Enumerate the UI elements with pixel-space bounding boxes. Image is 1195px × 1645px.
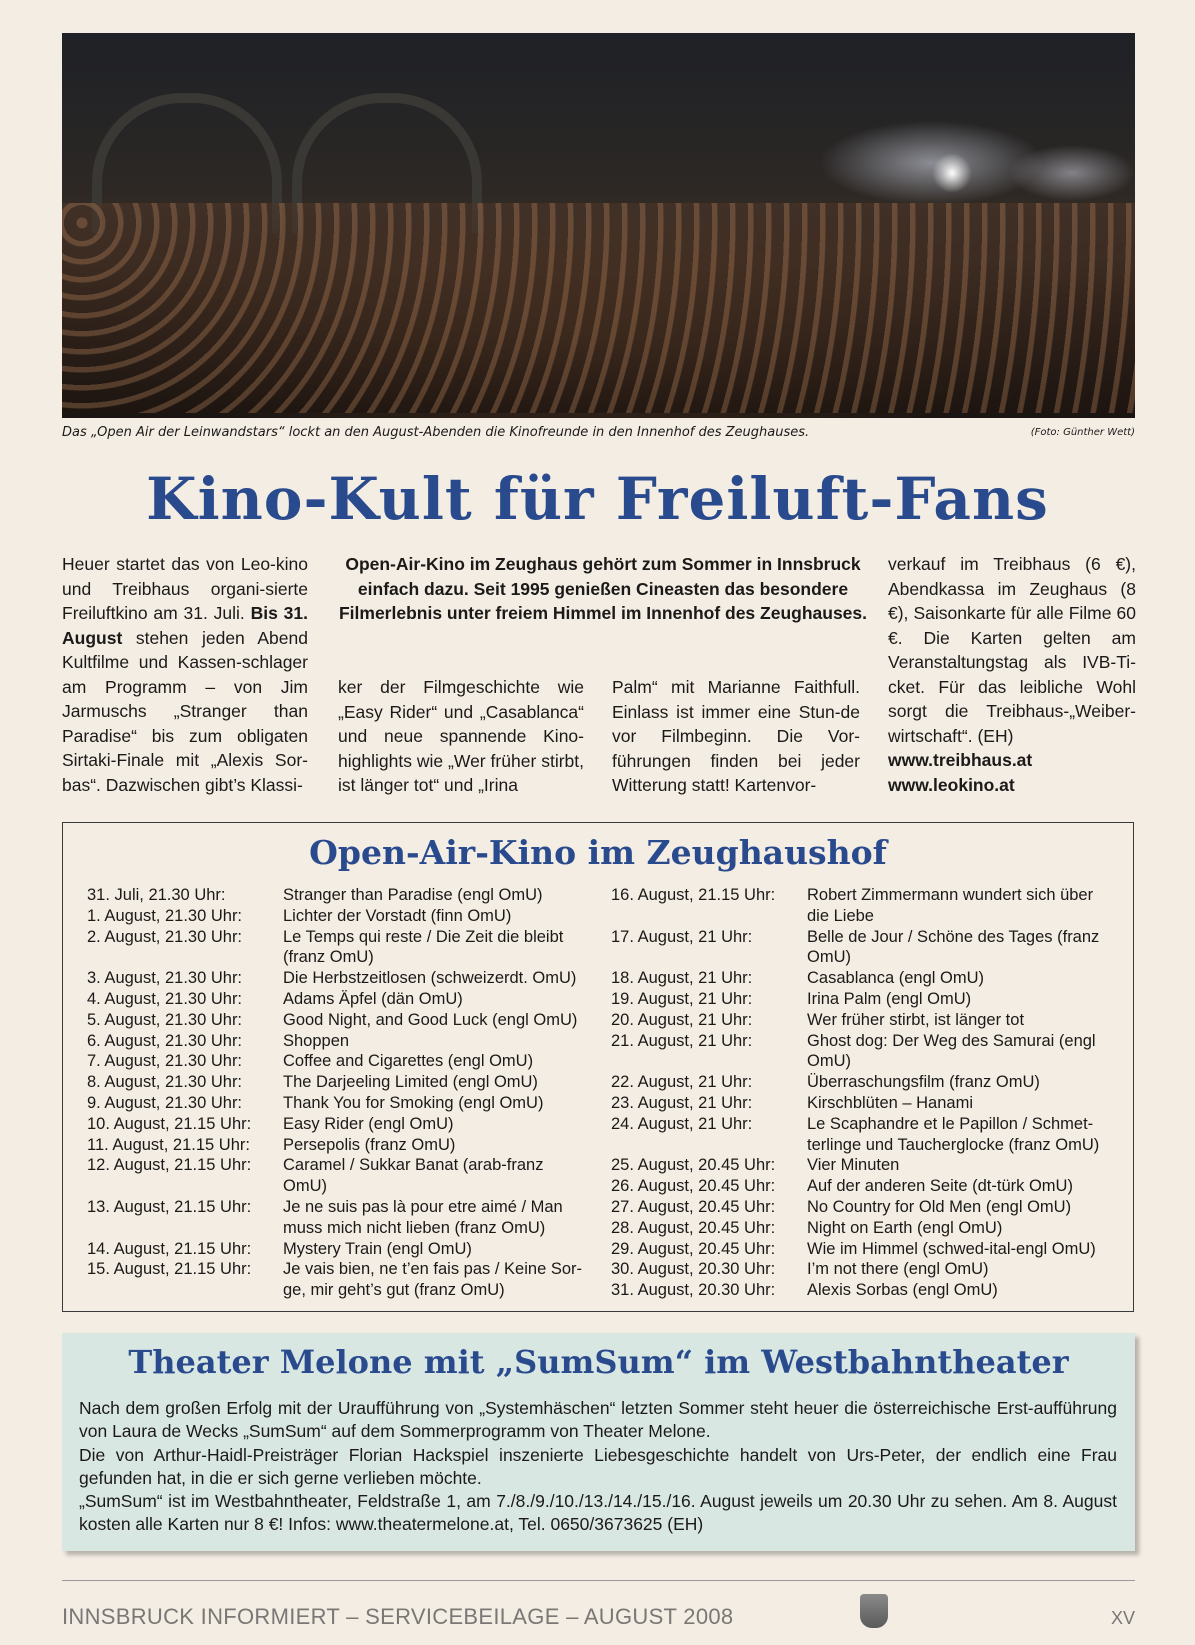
film-title: Persepolis (franz OmU) — [283, 1135, 456, 1154]
schedule-row — [611, 1114, 1111, 1156]
article-column-4 — [888, 552, 1136, 797]
film-title: Le Temps qui reste / Die Zeit die bleibt (franz OmU) — [283, 927, 564, 967]
film-title: Irina Palm (engl OmU) — [807, 989, 972, 1008]
caption-text: Das „Open Air der Leinwandstars“ lockt an den August-Abenden die Kinofreunde in den Innenhof des Zeughauses. — [62, 425, 810, 440]
screening-date: 1. August, 21.30 Uhr: — [87, 906, 243, 925]
page-number: XV — [1110, 1608, 1135, 1628]
schedule-row — [611, 885, 1111, 927]
film-title: I’m not there (engl OmU) — [807, 1260, 989, 1279]
theater-paragraph: Nach dem großen Erfolg mit der Uraufführung von „Systemhäschen“ letzten Sommer steht heuer die österreichische Erst-aufführung von Laura de Wecks „SumSum“ auf dem Sommerprogramm von Theater Melone. — [79, 1398, 1117, 1442]
film-title: Ghost dog: Der Weg des Samurai (engl OmU) — [807, 1031, 1096, 1071]
schedule-row — [611, 927, 1111, 969]
schedule-box — [62, 822, 1134, 1312]
schedule-row — [611, 968, 1111, 989]
film-title: Caramel / Sukkar Banat (arab-franz OmU) — [283, 1156, 544, 1196]
screening-date: 25. August, 20.45 Uhr: — [611, 1156, 776, 1175]
schedule-row — [87, 885, 587, 906]
screening-date: 27. August, 20.45 Uhr: — [611, 1197, 776, 1216]
screening-date: 26. August, 20.45 Uhr: — [611, 1177, 776, 1196]
website-link-leokino[interactable]: www.leokino.at — [888, 774, 1015, 795]
schedule-row — [611, 1072, 1111, 1093]
screening-date: 6. August, 21.30 Uhr: — [87, 1031, 243, 1050]
film-title: Wer früher stirbt, ist länger tot — [807, 1010, 1025, 1029]
column-1-text-b: stehen jeden Abend Kultfilme und Kassen-schlager am Programm – von Jim Jarmuschs „Stranger than Paradise“ bis zum obligaten Sirtaki-Finale mit „Alexis Sor-bas“. Dazwischen gibt’s Klassi- — [62, 627, 308, 795]
screening-date: 8. August, 21.30 Uhr: — [87, 1073, 243, 1092]
screening-date: 14. August, 21.15 Uhr: — [87, 1239, 252, 1258]
article-column-2: ker der Filmgeschichte wie „Easy Rider“ und „Casablanca“ und neue spannende Kino-highlights wie „Wer früher stirbt, ist länger tot“ und „Irina — [338, 677, 584, 795]
screening-date: 19. August, 21 Uhr: — [611, 989, 753, 1008]
article-column-3: Palm“ mit Marianne Faithfull. Einlass ist immer eine Stun-de vor Filmbeginn. Die Vor-führungen finden bei jeder Witterung statt! Kartenvor- — [612, 677, 860, 795]
screening-date: 12. August, 21.15 Uhr: — [87, 1156, 252, 1175]
footer-publication: INNSBRUCK INFORMIERT – SERVICEBEILAGE – AUGUST 2008 — [62, 1604, 734, 1629]
schedule-row — [87, 968, 587, 989]
film-title: Good Night, and Good Luck (engl OmU) — [283, 1010, 578, 1029]
schedule-row — [611, 1218, 1111, 1239]
schedule-row — [611, 1010, 1111, 1031]
screening-date: 10. August, 21.15 Uhr: — [87, 1114, 252, 1133]
film-title: Belle de Jour / Schöne des Tages (franz OmU) — [807, 927, 1100, 967]
schedule-row — [87, 1093, 587, 1114]
footer-divider — [62, 1580, 1135, 1581]
cinema-crowd-photo — [62, 33, 1135, 418]
screening-date: 16. August, 21.15 Uhr: — [611, 886, 776, 904]
photo-credit: (Foto: Günther Wett) — [1030, 427, 1135, 438]
schedule-row — [87, 1031, 587, 1052]
film-title: Night on Earth (engl OmU) — [807, 1218, 1003, 1237]
projector-light — [932, 153, 972, 193]
schedule-row — [87, 1197, 587, 1239]
schedule-row — [87, 1259, 587, 1301]
screening-date: 31. Juli, 21.30 Uhr: — [87, 886, 226, 904]
film-title: Le Scaphandre et le Papillon / Schmet-terlinge und Taucherglocke (franz OmU) — [807, 1114, 1100, 1154]
film-title: Stranger than Paradise (engl OmU) — [283, 886, 543, 904]
screening-date: 17. August, 21 Uhr: — [611, 927, 753, 946]
film-title: Casablanca (engl OmU) — [807, 969, 984, 988]
screening-date: 9. August, 21.30 Uhr: — [87, 1093, 243, 1112]
film-title: No Country for Old Men (engl OmU) — [807, 1197, 1072, 1216]
screening-date: 11. August, 21.15 Uhr: — [87, 1135, 250, 1154]
screening-date: 23. August, 21 Uhr: — [611, 1093, 753, 1112]
schedule-right-column — [611, 885, 1111, 1301]
film-title: Mystery Train (engl OmU) — [283, 1239, 472, 1258]
schedule-title: Open-Air-Kino im Zeughaushof — [309, 833, 887, 872]
schedule-row — [87, 989, 587, 1010]
theater-paragraph: Die von Arthur-Haidl-Preisträger Florian Hackspiel inszenierte Liebesgeschichte handelt von Urs-Peter, der endlich eine Frau gefunden hat, in die er sich gerne verlieben möchte. — [79, 1444, 1117, 1488]
schedule-left-column — [87, 885, 587, 1301]
schedule-row — [87, 906, 587, 927]
schedule-row — [87, 1072, 587, 1093]
film-title: Thank You for Smoking (engl OmU) — [283, 1093, 544, 1112]
film-title: Adams Äpfel (dän OmU) — [283, 989, 463, 1008]
article-lead: Open-Air-Kino im Zeughaus gehört zum Sommer in Innsbruck einfach dazu. Seit 1995 genießen Cineasten das besondere Filmerlebnis unter freiem Himmel im Innenhof des Zeughauses. — [338, 554, 868, 623]
theater-box — [62, 1333, 1135, 1551]
schedule-row — [87, 1114, 587, 1135]
film-title: The Darjeeling Limited (engl OmU) — [283, 1073, 538, 1092]
screening-date: 29. August, 20.45 Uhr: — [611, 1239, 776, 1258]
column-1-text-a: Heuer startet das von Leo-kino und Treibhaus organi-sierte Freiluftkino am 31. Juli. — [62, 554, 308, 623]
film-title: Kirschblüten – Hanami — [807, 1093, 973, 1112]
film-title: Überraschungsfilm (franz OmU) — [807, 1073, 1040, 1092]
screening-date: 5. August, 21.30 Uhr: — [87, 1010, 243, 1029]
film-title: Coffee and Cigarettes (engl OmU) — [283, 1052, 534, 1071]
schedule-row — [611, 1239, 1111, 1260]
film-title: Wie im Himmel (schwed-ital-engl OmU) — [807, 1239, 1096, 1258]
article-headline: Kino-Kult für Freiluft-Fans — [146, 465, 1049, 533]
schedule-row — [611, 1197, 1111, 1218]
schedule-row — [611, 1155, 1111, 1176]
screening-date: 20. August, 21 Uhr: — [611, 1010, 753, 1029]
screening-date: 4. August, 21.30 Uhr: — [87, 989, 243, 1008]
film-title: Die Herbstzeitlosen (schweizerdt. OmU) — [283, 969, 577, 988]
coat-of-arms-icon — [860, 1594, 888, 1628]
screening-date: 2. August, 21.30 Uhr: — [87, 927, 243, 946]
screening-date: 15. August, 21.15 Uhr: — [87, 1260, 252, 1279]
schedule-row — [611, 1031, 1111, 1073]
website-link-treibhaus[interactable]: www.treibhaus.at — [888, 750, 1033, 770]
article-column-1 — [62, 552, 308, 797]
schedule-row — [87, 1239, 587, 1260]
schedule-row — [611, 989, 1111, 1010]
screening-date: 31. August, 20.30 Uhr: — [611, 1281, 776, 1300]
schedule-row — [611, 1280, 1111, 1301]
photo-caption — [62, 425, 1135, 440]
theater-paragraph: „SumSum“ ist im Westbahntheater, Feldstraße 1, am 7./8./9./10./13./14./15./16. August jeweils um 20.30 Uhr zu sehen. Am 8. August kosten alle Karten nur 8 €! Infos: www.theatermelone.at, Tel. 0650/3673625 (EH) — [79, 1491, 1117, 1535]
film-title: Je vais bien, ne t’en fais pas / Keine Sor-ge, mir geht’s gut (franz OmU) — [283, 1260, 582, 1300]
film-title: Auf der anderen Seite (dt-türk OmU) — [807, 1177, 1073, 1196]
column-4-text: verkauf im Treibhaus (6 €), Abendkassa im Zeughaus (8 €), Saisonkarte für alle Filme 60 €. Die Karten gelten am Veranstaltungstag als IVB-Ti-cket. Für das leibliche Wohl sorgt die Treibhaus-„Weiber-wirtschaft“. (EH) — [888, 554, 1136, 746]
schedule-row — [87, 1135, 587, 1156]
screening-date: 24. August, 21 Uhr: — [611, 1114, 753, 1133]
screening-date: 18. August, 21 Uhr: — [611, 969, 753, 988]
schedule-row — [611, 1259, 1111, 1280]
screening-date: 13. August, 21.15 Uhr: — [87, 1197, 252, 1216]
film-title: Robert Zimmermann wundert sich über die Liebe — [807, 886, 1094, 925]
film-title: Easy Rider (engl OmU) — [283, 1114, 454, 1133]
film-title: Shoppen — [283, 1031, 350, 1050]
schedule-row — [87, 1010, 587, 1031]
column-1-bold: Bis 31. August — [62, 603, 308, 648]
screening-date: 3. August, 21.30 Uhr: — [87, 969, 243, 988]
schedule-row — [611, 1093, 1111, 1114]
theater-title: Theater Melone mit „SumSum“ im Westbahntheater — [128, 1343, 1069, 1381]
theater-body — [79, 1397, 1117, 1537]
schedule-row — [87, 1155, 587, 1197]
schedule-row — [611, 1176, 1111, 1197]
screening-date: 28. August, 20.45 Uhr: — [611, 1218, 776, 1237]
film-title: Vier Minuten — [807, 1156, 900, 1175]
film-title: Lichter der Vorstadt (finn OmU) — [283, 906, 512, 925]
film-title: Alexis Sorbas (engl OmU) — [807, 1281, 998, 1300]
screening-date: 21. August, 21 Uhr: — [611, 1031, 753, 1050]
screening-date: 30. August, 20.30 Uhr: — [611, 1260, 776, 1279]
schedule-row — [87, 927, 587, 969]
audience-crowd — [62, 203, 1135, 413]
screening-date: 7. August, 21.30 Uhr: — [87, 1052, 243, 1071]
screening-date: 22. August, 21 Uhr: — [611, 1073, 753, 1092]
schedule-row — [87, 1051, 587, 1072]
film-title: Je ne suis pas là pour etre aimé / Man muss mich nicht lieben (franz OmU) — [283, 1197, 563, 1237]
